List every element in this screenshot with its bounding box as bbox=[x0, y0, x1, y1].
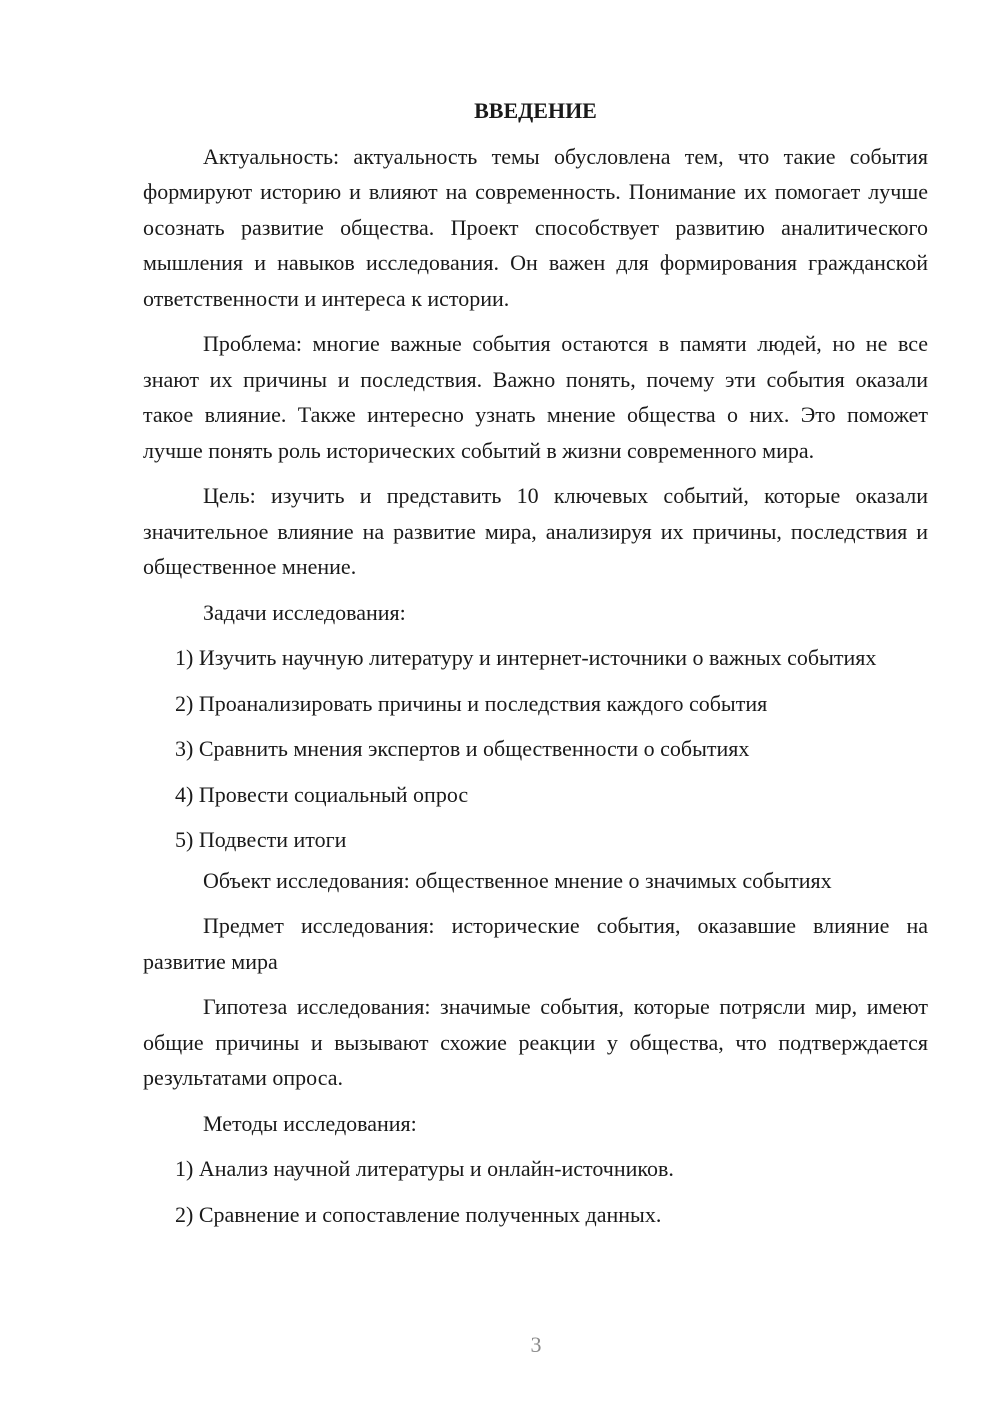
task-item: 2) Проанализировать причины и последствия каждого события bbox=[175, 690, 768, 716]
method-item: 2) Сравнение и сопоставление полученных данных. bbox=[175, 1201, 662, 1227]
object-paragraph: Объект исследования: общественное мнение о значимых событиях bbox=[203, 867, 832, 893]
page-number: 3 bbox=[530, 1332, 542, 1357]
methods-heading: Методы исследования: bbox=[203, 1110, 417, 1136]
page-title: ВВЕДЕНИЕ bbox=[474, 98, 597, 123]
problem-paragraph: Проблема: многие важные события остаются в памяти людей, но не все знают их причины и последствия. Важно понять, почему эти события оказали такое влияние. Также интересно узнать мнение общества о них. Это поможет лучше понять роль исторических событий в жизни современного мира. bbox=[143, 331, 928, 463]
task-item: 3) Сравнить мнения экспертов и общественности о событиях bbox=[175, 736, 750, 761]
hypothesis-paragraph: Гипотеза исследования: значимые события, которые потрясли мир, имеют общие причины и вызывают схожие реакции у общества, что подтверждается результатами опроса. bbox=[143, 994, 928, 1090]
task-item: 5) Подвести итоги bbox=[175, 827, 347, 852]
method-item: 1) Анализ научной литературы и онлайн-источников. bbox=[175, 1156, 674, 1181]
tasks-heading: Задачи исследования: bbox=[203, 599, 406, 625]
goal-paragraph: Цель: изучить и представить 10 ключевых событий, которые оказали значительное влияние на развитие мира, анализируя их причины, последствия и общественное мнение. bbox=[143, 483, 928, 579]
task-item: 4) Провести социальный опрос bbox=[175, 781, 469, 807]
document-page bbox=[143, 93, 928, 1242]
relevance-paragraph: Актуальность: актуальность темы обусловлена тем, что такие события формируют историю и влияют на современность. Понимание их помогает лучше осознать развитие общества. Проект способствует развитию аналитического мышления и навыков исследования. Он важен для формирования гражданской ответственности и интереса к истории. bbox=[143, 143, 928, 311]
task-item: 1) Изучить научную литературу и интернет-источники о важных событиях bbox=[175, 645, 877, 670]
subject-paragraph: Предмет исследования: исторические события, оказавшие влияние на развитие мира bbox=[143, 913, 928, 974]
